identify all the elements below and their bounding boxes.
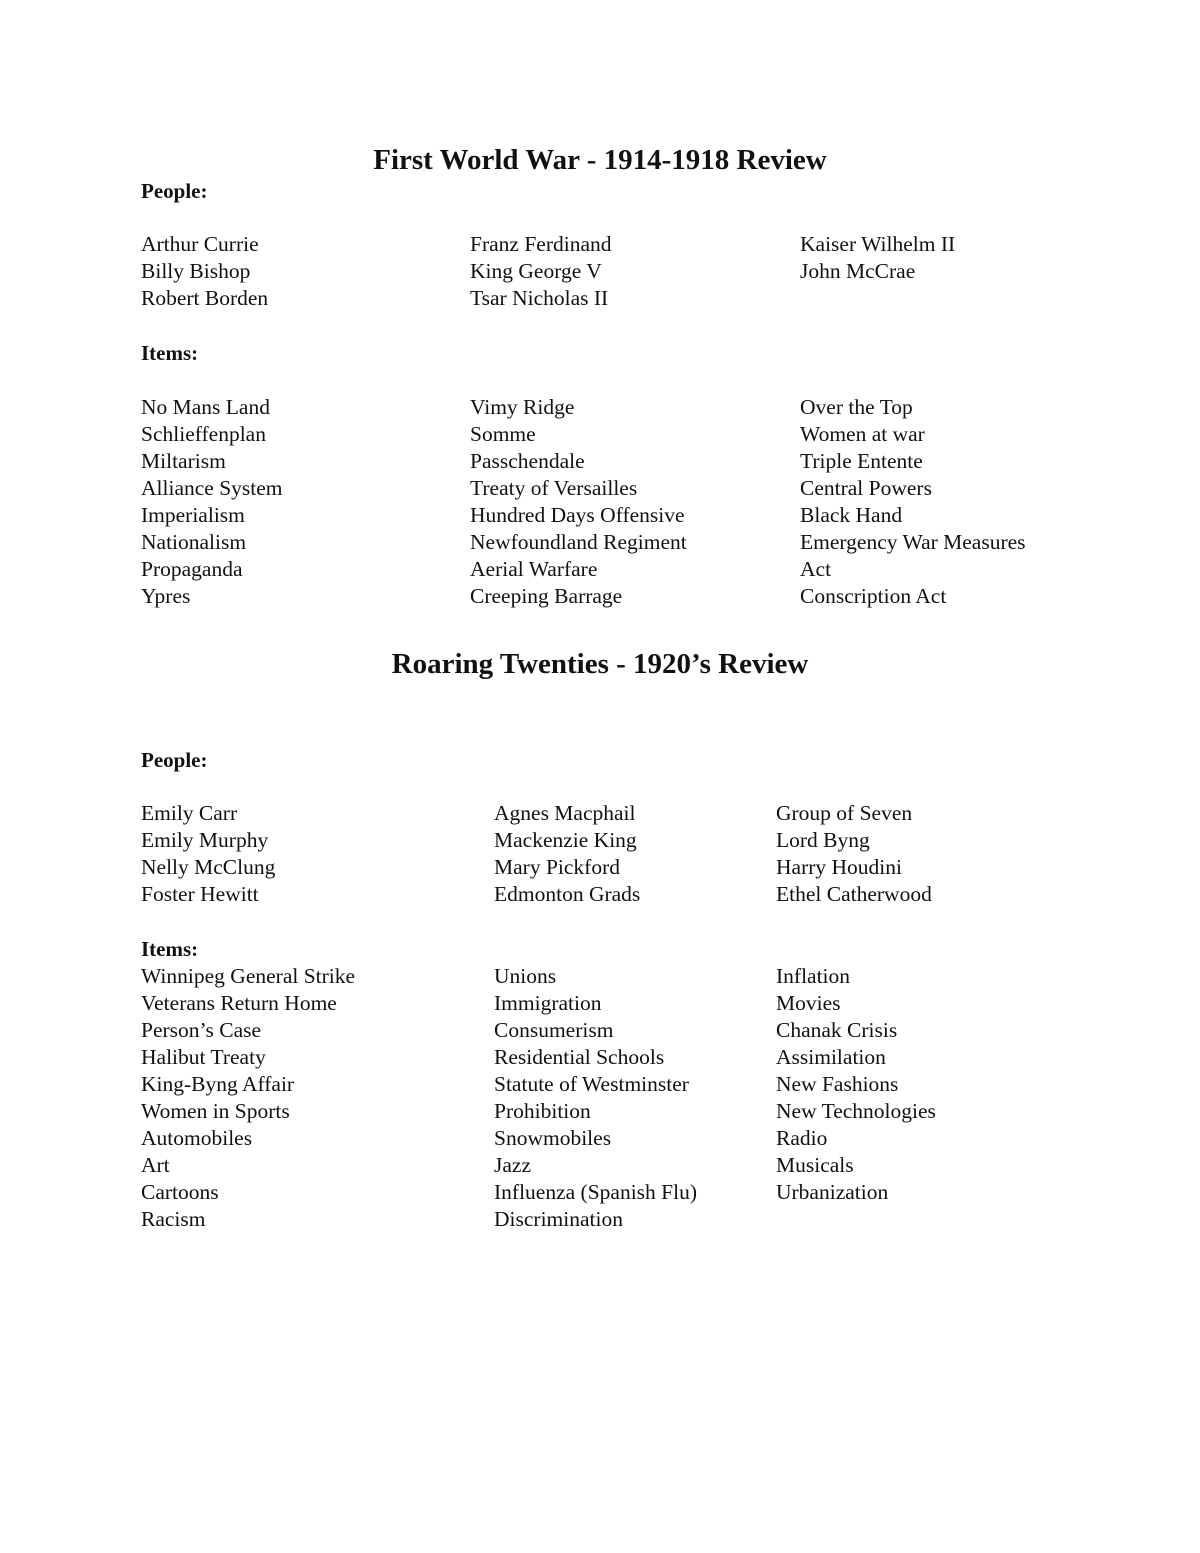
list-item: Miltarism — [141, 449, 226, 473]
list-item: Agnes Macphail — [494, 801, 636, 825]
list-item: Radio — [776, 1126, 828, 1150]
list-item: Conscription Act — [800, 584, 947, 608]
list-item: Chanak Crisis — [776, 1018, 898, 1042]
list-item: Women in Sports — [141, 1099, 290, 1123]
list-item: Jazz — [494, 1153, 531, 1177]
list-item: Immigration — [494, 991, 602, 1015]
list-item: Foster Hewitt — [141, 882, 259, 906]
list-item: Creeping Barrage — [470, 584, 623, 608]
list-item: Assimilation — [776, 1045, 886, 1069]
ww1-people-col2 — [470, 231, 612, 312]
list-item: Musicals — [776, 1153, 854, 1177]
list-item: Automobiles — [141, 1126, 253, 1150]
twenties-items-heading: Items: — [141, 937, 199, 961]
ww1-items-col1 — [141, 394, 283, 610]
list-item: Alliance System — [141, 476, 283, 500]
twenties-people-heading: People: — [141, 748, 208, 772]
list-item: Schlieffenplan — [141, 422, 266, 446]
list-item: Central Powers — [800, 476, 932, 500]
list-item: Edmonton Grads — [494, 882, 641, 906]
list-item: Emergency War Measures — [800, 530, 1026, 554]
list-item: Unions — [494, 964, 557, 988]
list-item: No Mans Land — [141, 395, 270, 419]
list-item: Vimy Ridge — [470, 395, 575, 419]
list-item: King George V — [470, 259, 602, 283]
list-item: Black Hand — [800, 503, 903, 527]
list-item: Hundred Days Offensive — [470, 503, 685, 527]
ww1-items-col2 — [470, 394, 687, 610]
list-item: Consumerism — [494, 1018, 614, 1042]
list-item: Billy Bishop — [141, 259, 251, 283]
list-item: Cartoons — [141, 1180, 219, 1204]
list-item: Veterans Return Home — [141, 991, 337, 1015]
list-item: Franz Ferdinand — [470, 232, 612, 256]
list-item: Snowmobiles — [494, 1126, 612, 1150]
list-item: Kaiser Wilhelm II — [800, 232, 956, 256]
list-item: Statute of Westminster — [494, 1072, 689, 1096]
list-item: Ypres — [141, 584, 191, 608]
list-item: Residential Schools — [494, 1045, 665, 1069]
list-item: Triple Entente — [800, 449, 923, 473]
twenties-people-col2 — [494, 800, 640, 908]
list-item: Treaty of Versailles — [470, 476, 638, 500]
list-item: Harry Houdini — [776, 855, 902, 879]
list-item: Tsar Nicholas II — [470, 286, 609, 310]
list-item: Influenza (Spanish Flu) — [494, 1180, 698, 1204]
list-item: Emily Murphy — [141, 828, 269, 852]
list-item: Group of Seven — [776, 801, 913, 825]
list-item: Halibut Treaty — [141, 1045, 266, 1069]
list-item: Mary Pickford — [494, 855, 620, 879]
list-item: Act — [800, 557, 832, 581]
list-item: Inflation — [776, 964, 851, 988]
list-item: Arthur Currie — [141, 232, 259, 256]
list-item: Lord Byng — [776, 828, 870, 852]
ww1-people-col3 — [800, 231, 955, 285]
ww1-people-heading: People: — [141, 179, 208, 203]
list-item: Over the Top — [800, 395, 913, 419]
list-item: Newfoundland Regiment — [470, 530, 687, 554]
list-item: John McCrae — [800, 259, 916, 283]
list-item: Imperialism — [141, 503, 245, 527]
list-item: Art — [141, 1153, 170, 1177]
twenties-items-col2 — [494, 963, 697, 1233]
list-item: Movies — [776, 991, 841, 1015]
ww1-people-col1 — [141, 231, 268, 312]
ww1-items-heading: Items: — [141, 341, 199, 365]
list-item: Emily Carr — [141, 801, 238, 825]
twenties-people-col1 — [141, 800, 275, 908]
list-item: Racism — [141, 1207, 206, 1231]
list-item: Passchendale — [470, 449, 585, 473]
list-item: Nationalism — [141, 530, 247, 554]
list-item: Person’s Case — [141, 1018, 262, 1042]
list-item: Winnipeg General Strike — [141, 964, 356, 988]
list-item: Women at war — [800, 422, 925, 446]
ww1-items-col3 — [800, 394, 1026, 610]
list-item: Propaganda — [141, 557, 243, 581]
list-item: Nelly McClung — [141, 855, 276, 879]
list-item: New Technologies — [776, 1099, 936, 1123]
twenties-people-col3 — [776, 800, 932, 908]
list-item: Prohibition — [494, 1099, 591, 1123]
list-item: Discrimination — [494, 1207, 623, 1231]
list-item: King-Byng Affair — [141, 1072, 295, 1096]
list-item: Mackenzie King — [494, 828, 637, 852]
list-item: Urbanization — [776, 1180, 889, 1204]
list-item: Robert Borden — [141, 286, 269, 310]
list-item: New Fashions — [776, 1072, 899, 1096]
twenties-items-col1 — [141, 963, 355, 1233]
twenties-title: Roaring Twenties - 1920’s Review — [391, 648, 809, 680]
list-item: Somme — [470, 422, 536, 446]
list-item: Ethel Catherwood — [776, 882, 932, 906]
twenties-items-col3 — [776, 963, 936, 1206]
ww1-title: First World War - 1914-1918 Review — [373, 144, 827, 176]
list-item: Aerial Warfare — [470, 557, 598, 581]
